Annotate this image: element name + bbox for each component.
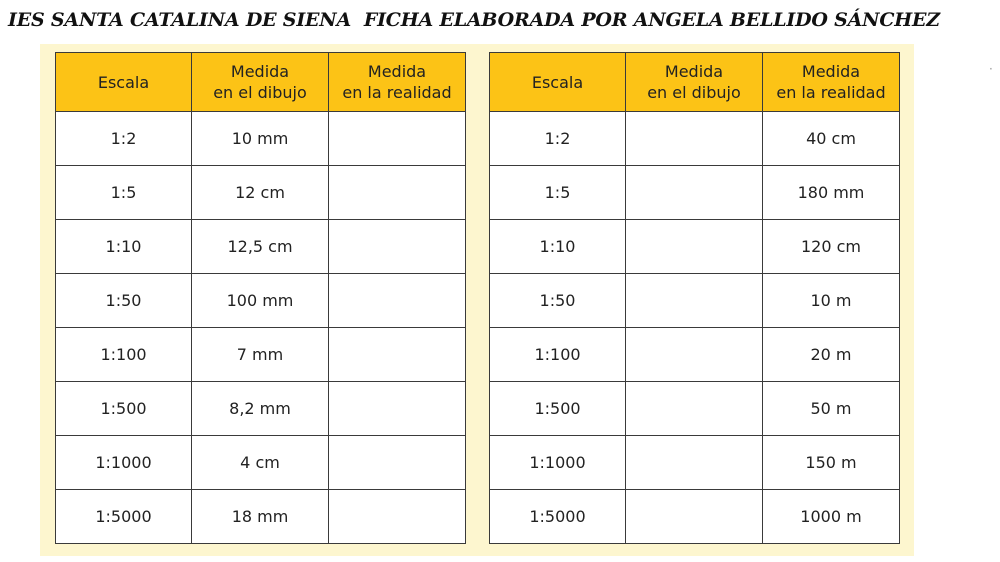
table-row — [56, 382, 466, 436]
drawing-measure-cell[interactable] — [626, 490, 763, 544]
drawing-measure-cell: 4 cm — [192, 436, 329, 490]
scale-cell: 1:10 — [490, 220, 626, 274]
scale-cell: 1:5000 — [490, 490, 626, 544]
header-scale: Escala — [56, 53, 192, 112]
real-measure-cell: 1000 m — [763, 490, 900, 544]
drawing-measure-cell[interactable] — [626, 220, 763, 274]
table-row — [490, 382, 900, 436]
real-measure-cell: 150 m — [763, 436, 900, 490]
header-drawing-measure: Medida en el dibujo — [192, 53, 329, 112]
header-drawing-measure: Medida en el dibujo — [626, 53, 763, 112]
drawing-measure-cell: 12 cm — [192, 166, 329, 220]
drawing-measure-cell: 12,5 cm — [192, 220, 329, 274]
scale-table-left — [55, 52, 466, 544]
drawing-measure-cell[interactable] — [626, 274, 763, 328]
drawing-measure-cell: 18 mm — [192, 490, 329, 544]
real-measure-cell: 20 m — [763, 328, 900, 382]
scale-cell: 1:2 — [490, 112, 626, 166]
real-measure-cell[interactable] — [329, 220, 466, 274]
drawing-measure-cell: 100 mm — [192, 274, 329, 328]
drawing-measure-cell: 10 mm — [192, 112, 329, 166]
real-measure-cell[interactable] — [329, 382, 466, 436]
table-row — [490, 274, 900, 328]
header-scale: Escala — [490, 53, 626, 112]
table-row — [56, 220, 466, 274]
table-row — [56, 436, 466, 490]
table-row — [56, 274, 466, 328]
table-header-row — [56, 53, 466, 112]
header-real-measure: Medida en la realidad — [763, 53, 900, 112]
table-row — [56, 328, 466, 382]
scale-cell: 1:5 — [490, 166, 626, 220]
real-measure-cell[interactable] — [329, 166, 466, 220]
real-measure-cell[interactable] — [329, 112, 466, 166]
scale-cell: 1:50 — [490, 274, 626, 328]
scale-cell: 1:100 — [56, 328, 192, 382]
real-measure-cell: 50 m — [763, 382, 900, 436]
edge-mark: · — [989, 62, 993, 76]
table-row — [56, 166, 466, 220]
drawing-measure-cell[interactable] — [626, 382, 763, 436]
scale-cell: 1:100 — [490, 328, 626, 382]
scale-cell: 1:5000 — [56, 490, 192, 544]
table-row — [490, 436, 900, 490]
table-row — [490, 166, 900, 220]
real-measure-cell[interactable] — [329, 274, 466, 328]
table-row — [490, 112, 900, 166]
real-measure-cell: 180 mm — [763, 166, 900, 220]
table-row — [56, 112, 466, 166]
real-measure-cell: 120 cm — [763, 220, 900, 274]
scale-cell: 1:2 — [56, 112, 192, 166]
real-measure-cell: 40 cm — [763, 112, 900, 166]
real-measure-cell[interactable] — [329, 490, 466, 544]
table-row — [56, 490, 466, 544]
table-row — [490, 328, 900, 382]
drawing-measure-cell[interactable] — [626, 112, 763, 166]
scale-cell: 1:50 — [56, 274, 192, 328]
scale-cell: 1:1000 — [490, 436, 626, 490]
scale-table-right — [489, 52, 900, 544]
drawing-measure-cell: 8,2 mm — [192, 382, 329, 436]
table-row — [490, 490, 900, 544]
drawing-measure-cell[interactable] — [626, 328, 763, 382]
scale-cell: 1:10 — [56, 220, 192, 274]
header-real-measure: Medida en la realidad — [329, 53, 466, 112]
real-measure-cell[interactable] — [329, 436, 466, 490]
real-measure-cell: 10 m — [763, 274, 900, 328]
drawing-measure-cell[interactable] — [626, 166, 763, 220]
table-row — [490, 220, 900, 274]
table-header-row — [490, 53, 900, 112]
real-measure-cell[interactable] — [329, 328, 466, 382]
scale-cell: 1:500 — [56, 382, 192, 436]
drawing-measure-cell[interactable] — [626, 436, 763, 490]
scale-cell: 1:500 — [490, 382, 626, 436]
drawing-measure-cell: 7 mm — [192, 328, 329, 382]
page-title: IES SANTA CATALINA DE SIENA FICHA ELABORADA POR ANGELA BELLIDO SÁNCHEZ — [8, 9, 940, 31]
scale-cell: 1:5 — [56, 166, 192, 220]
scale-cell: 1:1000 — [56, 436, 192, 490]
